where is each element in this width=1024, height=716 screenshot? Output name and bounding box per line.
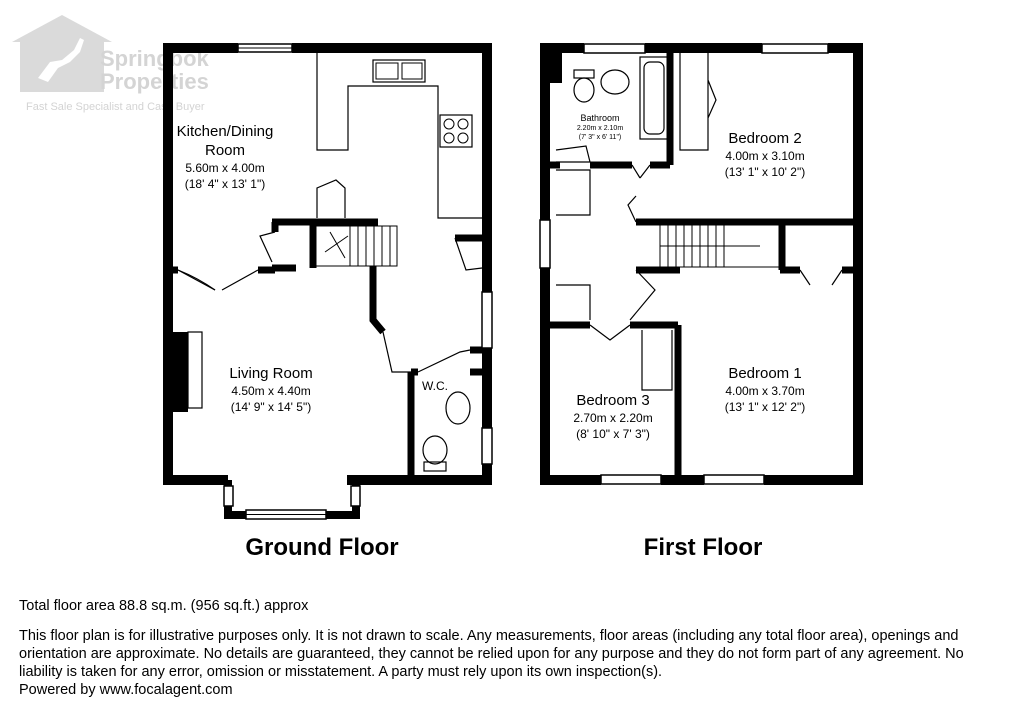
bedroom3-imperial: (8' 10" x 7' 3") bbox=[576, 427, 650, 441]
fireplace bbox=[188, 332, 202, 408]
bedroom2-window bbox=[762, 44, 828, 53]
living-metric: 4.50m x 4.40m bbox=[231, 384, 311, 398]
chimney-breast bbox=[172, 332, 188, 412]
logo-name-line1: Springbok bbox=[100, 46, 209, 71]
basin-icon bbox=[446, 392, 470, 424]
ground-outer-walls bbox=[168, 48, 487, 480]
toilet-icon bbox=[423, 436, 447, 471]
bay-window bbox=[224, 480, 360, 519]
disclaimer-text: This floor plan is for illustrative purposes only. It is not drawn to scale. Any measurements, floor areas (including any total floor area), openings and orientation are approximate. No details are guaranteed, they cannot be relied upon for any purpose and they do not form part of any agreement. No liability is taken for any error, omission or misstatement. A party must rely upon its own inspection(s). bbox=[19, 628, 964, 680]
ground-floor-labels bbox=[177, 123, 448, 561]
hob-icon bbox=[440, 115, 472, 147]
kitchen-name-line1: Kitchen/Dining bbox=[176, 123, 274, 140]
living-kitchen-wall bbox=[172, 222, 275, 270]
hall-wall bbox=[373, 266, 383, 332]
bedroom1-name: Bedroom 1 bbox=[728, 365, 802, 382]
ground-stairs bbox=[313, 226, 397, 266]
first-floor-labels bbox=[573, 113, 805, 561]
landing-window bbox=[540, 220, 550, 268]
ground-floor-title: Ground Floor bbox=[245, 534, 399, 561]
bathroom-metric: 2.20m x 2.10m bbox=[576, 125, 624, 132]
bedroom2-name: Bedroom 2 bbox=[728, 130, 802, 147]
wc-window bbox=[482, 428, 492, 464]
kitchen-unit bbox=[317, 180, 345, 218]
bedroom1-metric: 4.00m x 3.70m bbox=[725, 384, 805, 398]
bathroom-toilet-icon bbox=[574, 70, 594, 102]
bedroom2-wardrobe bbox=[680, 53, 716, 150]
bedroom3-wardrobe bbox=[642, 330, 672, 390]
bedroom1-window bbox=[704, 475, 764, 484]
bedroom1-imperial: (13' 1" x 12' 2") bbox=[724, 400, 806, 414]
bathroom-window bbox=[584, 44, 645, 53]
first-chimney bbox=[550, 53, 562, 83]
bedroom3-window bbox=[601, 475, 661, 484]
first-stairs bbox=[660, 225, 780, 267]
bedroom2-imperial: (13' 1" x 10' 2") bbox=[724, 165, 806, 179]
wc-name: W.C. bbox=[422, 379, 448, 393]
bath-icon bbox=[640, 57, 668, 139]
ground-stairs-walls bbox=[272, 222, 378, 268]
first-floor-title: First Floor bbox=[643, 534, 763, 561]
kitchen-imperial: (18' 4" x 13' 1") bbox=[184, 177, 266, 191]
bedroom2-metric: 4.00m x 3.10m bbox=[725, 149, 805, 163]
bathroom-cupboard bbox=[556, 146, 590, 162]
house-icon bbox=[12, 15, 112, 92]
kitchen-metric: 5.60m x 4.00m bbox=[185, 161, 265, 175]
ground-floor-plan bbox=[168, 44, 492, 519]
powered-by-text: Powered by www.focalagent.com bbox=[19, 682, 233, 698]
logo-tagline: Fast Sale Specialist and Cash Buyer bbox=[26, 101, 205, 113]
living-imperial: (14' 9" x 14' 5") bbox=[230, 400, 312, 414]
bathroom-imperial: (7' 3" x 6' 11") bbox=[578, 134, 622, 141]
bathroom-basin-icon bbox=[601, 70, 629, 94]
first-doors bbox=[556, 165, 842, 340]
kitchen-name-line2: Room bbox=[204, 142, 246, 159]
bedroom3-name: Bedroom 3 bbox=[576, 392, 650, 409]
total-floor-area: Total floor area 88.8 sq.m. (956 sq.ft.) approx bbox=[19, 598, 309, 614]
bathroom-name: Bathroom bbox=[580, 113, 620, 123]
living-name: Living Room bbox=[229, 365, 313, 382]
ground-doors bbox=[178, 232, 482, 372]
kitchen-window bbox=[238, 44, 292, 52]
landing-cupboard bbox=[556, 170, 590, 215]
logo bbox=[12, 15, 210, 113]
kitchen-side-window bbox=[482, 292, 492, 348]
logo-name-line2: Properties bbox=[100, 69, 209, 94]
bedroom3-metric: 2.70m x 2.20m bbox=[573, 411, 653, 425]
